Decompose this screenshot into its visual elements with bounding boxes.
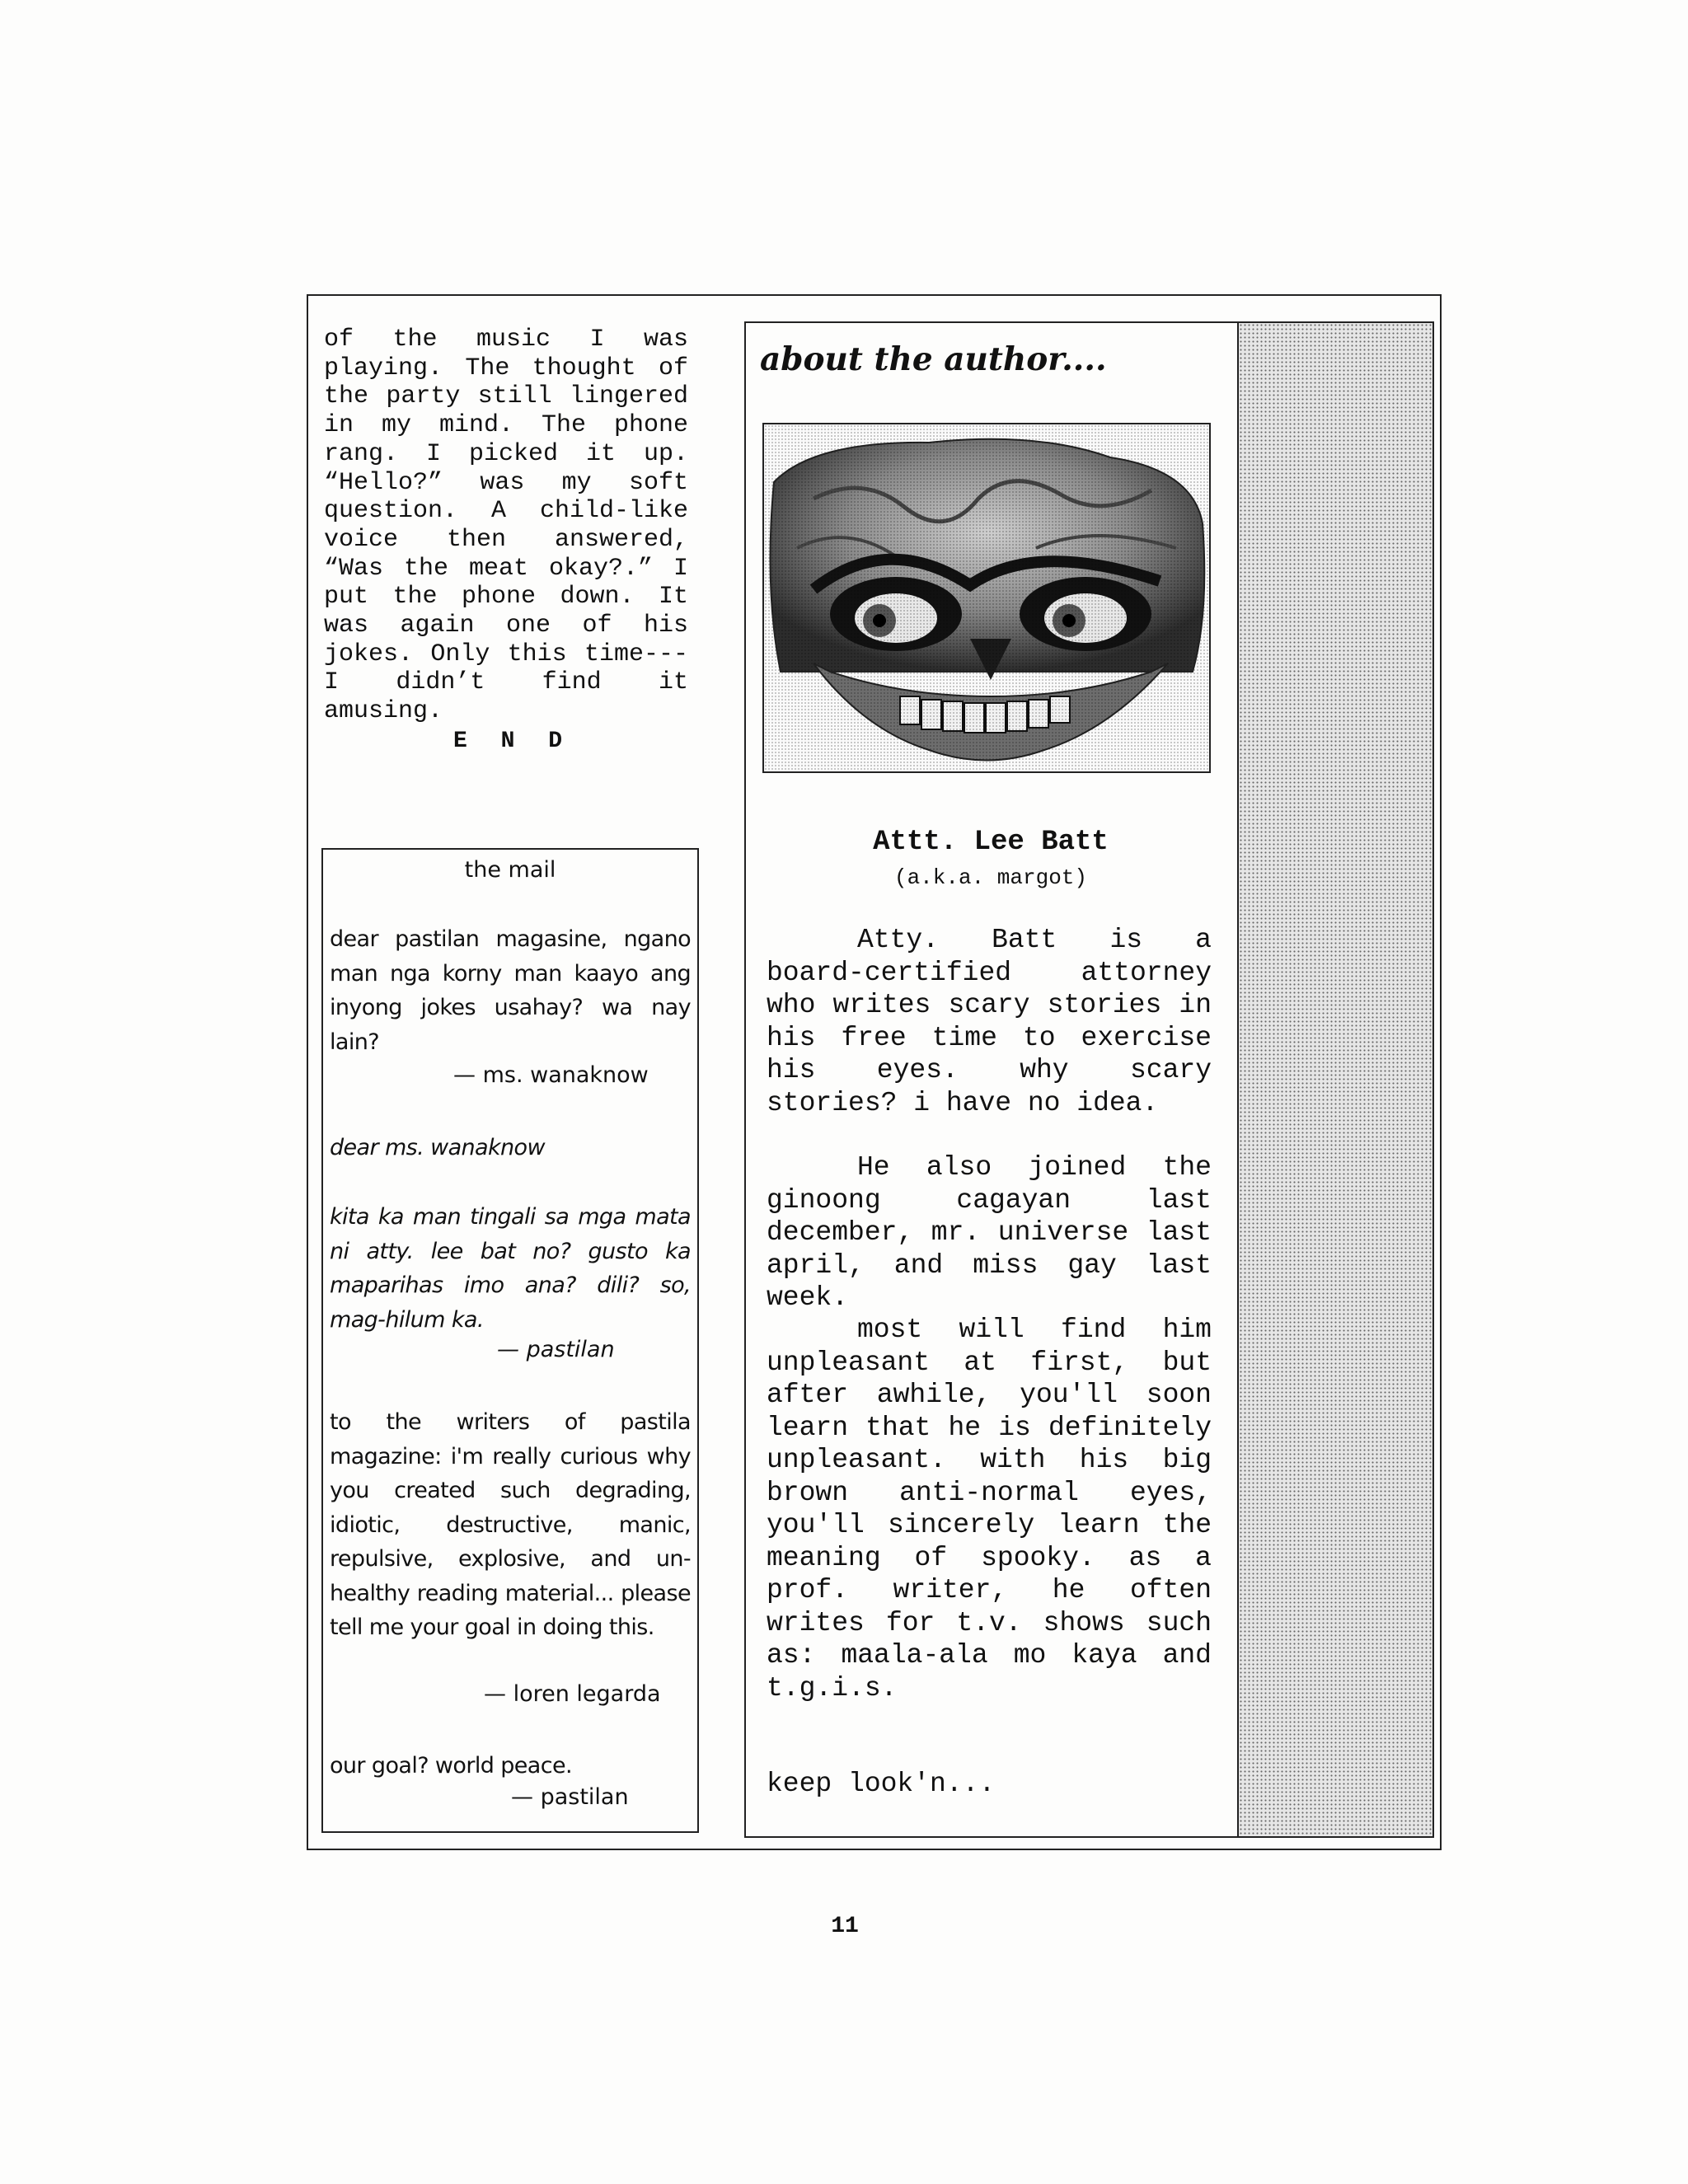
author-bio-paragraph-1 <box>767 924 1212 1119</box>
author-bio-p3: most will find him unpleasant at first, but after awhile, you'll soon learn that he is definitely unpleasant. with his big brown anti-normal eyes, you'll sincerely learn the meaning of spooky. as a prof. writer, he often writes for t.v. shows such as: maala-ala mo kaya and t.g.i.s. <box>767 1315 1212 1704</box>
mail-reply-1-salutation: dear ms. wanaknow <box>330 1135 545 1160</box>
author-bio-p4: keep look'n... <box>767 1769 996 1799</box>
author-bio-paragraph-3 <box>767 1314 1212 1704</box>
about-author-title: about the author.... <box>760 340 1107 378</box>
page-number: 11 <box>831 1914 859 1939</box>
mail-letter-2-signature: — loren legarda <box>484 1681 661 1707</box>
mail-letter-1: dear pastilan magasine, ngano man nga korny man kaayo ang inyong jokes usahay? wa nay lain? <box>330 926 691 1055</box>
mail-reply-1-signature: — pastilan <box>497 1337 615 1362</box>
stipple-side-panel <box>1237 323 1432 1836</box>
mail-reply-2-signature: — pastilan <box>511 1784 629 1810</box>
skull-illustration-icon <box>764 424 1209 771</box>
mail-title: the mail <box>464 857 556 883</box>
author-bio-paragraph-2 <box>767 1151 1212 1315</box>
author-name: Attt. Lee Batt <box>873 827 1109 858</box>
story-end-marker: E N D <box>453 729 573 754</box>
mail-letter-1-signature: — ms. wanaknow <box>453 1062 649 1088</box>
mail-letter-2: to the writers of pastila magazine: i'm really curious why you created such degrading, idiotic, destructive, manic, repulsive, explosive, and un-healthy reading material... please tell me your goal in doing this. <box>330 1409 691 1640</box>
mail-reply-1: kita ka man tingali sa mga mata ni atty. lee bat no? gusto ka maparihas imo ana? dili? so, mag-hilum ka. <box>330 1204 691 1333</box>
author-bio-p2: He also joined the ginoong cagayan last december, mr. universe last april, and miss gay last week. <box>767 1152 1212 1313</box>
author-photo <box>762 423 1211 773</box>
mail-reply-2: our goal? world peace. <box>330 1753 572 1779</box>
author-bio-paragraph-4 <box>767 1768 1212 1801</box>
author-bio-p1: Atty. Batt is a board-certified attorney who writes scary stories in his free time to exercise his eyes. why scary stories? i have no idea. <box>767 925 1212 1118</box>
story-text: of the music I was playing. The thought of the party still lingered in my mind. The phone rang. I picked it up. “Hello?” was my soft question. A child-like voice then answered, “Was the meat okay?.” I put the phone down. It was again one of his jokes. Only this time--- I didn’t find it amusing. <box>324 326 688 726</box>
author-aka: (a.k.a. margot) <box>893 865 1088 890</box>
